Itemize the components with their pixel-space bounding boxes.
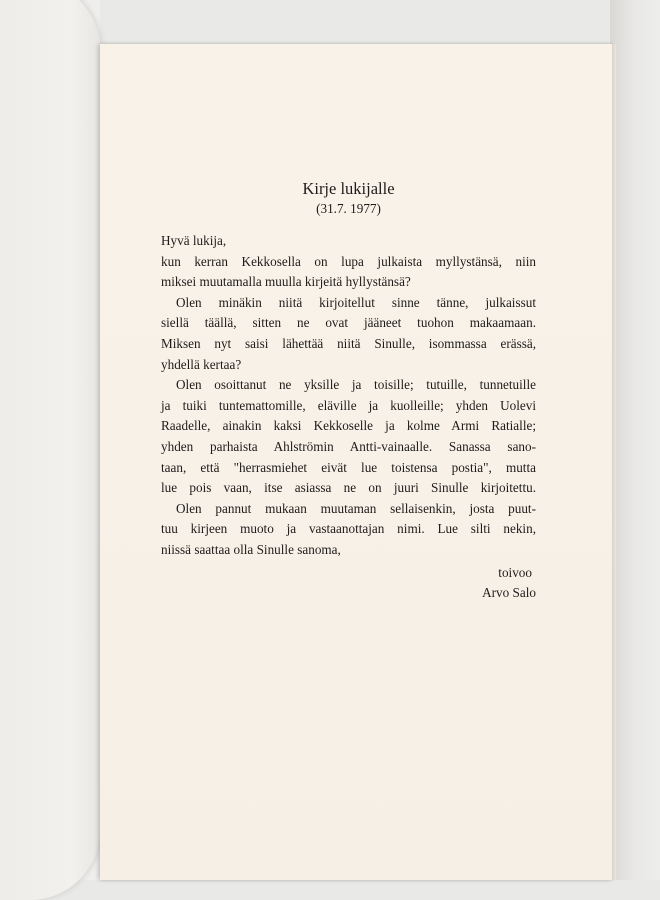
text-line: lue pois vaan, itse asiassa ne on juuri Sinulle kirjoitettu. <box>161 480 536 496</box>
text-line: siellä täällä, sitten ne ovat jääneet tuohon makaamaan. <box>161 315 536 331</box>
text-line: yhdellä kertaa? <box>161 356 242 372</box>
book-page <box>100 44 612 880</box>
paragraph <box>161 293 536 375</box>
text-line: yhden parhaista Ahlströmin Antti-vainaalle. Sanassa sano- <box>161 438 536 454</box>
text-line: Raadelle, ainakin kaksi Kekkoselle ja kolme Armi Ratialle; <box>161 418 536 434</box>
text-line: Olen pannut mukaan muutaman sellaisenkin, josta puut- <box>176 500 536 516</box>
text-line: Olen osoittanut ne yksille ja toisille; tutuille, tunnetuille <box>176 377 536 393</box>
text-line: kun kerran Kekkosella on lupa julkaista myllystänsä, niin <box>161 253 536 269</box>
text-line: ja tuiki tuntemattomille, eläville ja kuolleille; yhden Uolevi <box>161 397 536 413</box>
page-edge <box>612 44 616 880</box>
letter-date: (31.7. 1977) <box>316 201 381 216</box>
signature: Arvo Salo <box>482 585 536 601</box>
greeting-line: Hyvä lukija, <box>161 233 227 248</box>
left-page-edge <box>0 0 100 900</box>
greeting-paragraph <box>161 231 536 293</box>
paragraph <box>161 499 536 561</box>
text-line: tuu kirjeen muoto ja vastaanottajan nimi. Lue silti nekin, <box>161 521 536 537</box>
closing-word: toivoo <box>498 564 532 580</box>
text-line: miksei muutamalla muulla kirjeitä hyllystänsä? <box>161 274 411 290</box>
text-line: Miksen nyt saisi lähettää niitä Sinulle, isommassa erässä, <box>161 335 536 351</box>
text-line: taan, että "herrasmiehet eivät lue toistensa postia", mutta <box>161 459 536 475</box>
closing-block <box>161 563 536 604</box>
letter-text <box>161 179 536 604</box>
paragraph <box>161 375 536 499</box>
right-background <box>610 0 660 880</box>
text-line: niissä saattaa olla Sinulle sanoma, <box>161 541 341 557</box>
letter-title: Kirje lukijalle <box>302 179 395 198</box>
text-line: Olen minäkin niitä kirjoitellut sinne tänne, julkaissut <box>176 294 536 310</box>
